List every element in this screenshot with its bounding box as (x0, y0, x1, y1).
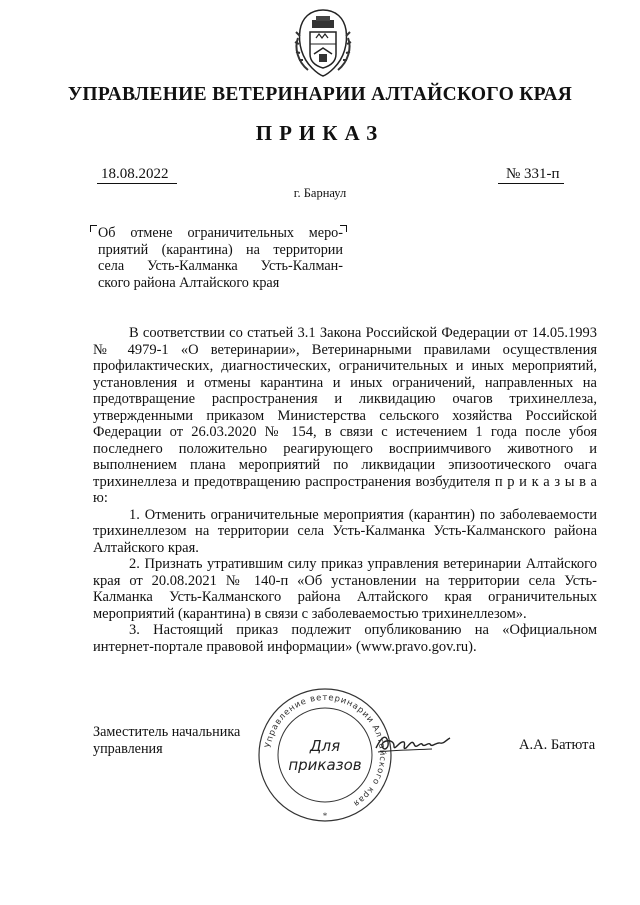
subject-line: Об отмене ограничительных меро- (98, 225, 343, 241)
stamp-center-line-2: приказов (288, 756, 362, 774)
stamp-ring-text: Управление ветеринарии Алтайского края (263, 692, 388, 809)
stamp-center-line-1: Для (309, 737, 341, 755)
coat-of-arms-icon (292, 8, 354, 78)
order-item-2: 2. Признать утратившим силу приказ управления ветеринарии Алтайского края от 20.08.2021 № 140-п «Об установлении на территории села Усть-Калманка Усть-Калманского района Алтайского края ограничительных мероприятий (карантина) в связи с заболеваемостью трихинеллезом». (93, 556, 597, 622)
order-item-3: 3. Настоящий приказ подлежит опубликованию на «Официальном интернет-портале правовой информации» (www.pravo.gov.ru). (93, 622, 597, 655)
signatory-name: А.А. Батюта (519, 737, 596, 753)
order-subject (98, 225, 343, 291)
subject-bracket-left (90, 225, 97, 232)
order-number: № 331-п (506, 166, 560, 182)
intro-paragraph: В соответствии со статьей 3.1 Закона Российской Федерации от 14.05.1993 № 4979-1 «О ветеринарии», Ветеринарными правилами осуществления профилактических, диагностических, ограничительных и иных мероприятий, установления и отмены карантина и иных ограничений, направленных на предотвращение распространения и ликвидацию очагов трихинеллеза, утвержденными приказом Министерства сельского хозяйства Российской Федерации от 26.03.2020 № 154, в связи с истечением 1 года после убоя последнего положительно реагирующего восприимчивого животного и выполнением плана мероприятий по ликвидации эпизоотического очага трихинеллеза и предотвращению распространения возбудителя п р и к а з ы в а ю: (93, 325, 597, 506)
order-body (93, 325, 597, 655)
subject-line: ского района Алтайского края (98, 274, 280, 291)
order-date: 18.08.2022 (101, 166, 169, 182)
stamp-star-icon: * (322, 811, 328, 821)
organization-name: УПРАВЛЕНИЕ ВЕТЕРИНАРИИ АЛТАЙСКОГО КРАЯ (67, 84, 573, 105)
handwritten-signature (372, 728, 452, 758)
subject-line: приятий (карантина) на территории (98, 241, 343, 258)
position-line-1: Заместитель начальника (93, 724, 241, 740)
number-underline (498, 183, 564, 184)
position-line-2: управления (93, 740, 163, 757)
order-item-1: 1. Отменить ограничительные мероприятия (карантин) по заболеваемости трихинеллезом на территории села Усть-Калманка Усть-Калманского района Алтайского края. (93, 506, 597, 556)
date-underline (97, 183, 177, 184)
city-label: г. Барнаул (293, 186, 347, 200)
document-type-title: ПРИКАЗ (255, 121, 385, 145)
subject-line: села Усть-Калманка Усть-Калман- (98, 258, 343, 274)
signatory-position (93, 724, 240, 757)
